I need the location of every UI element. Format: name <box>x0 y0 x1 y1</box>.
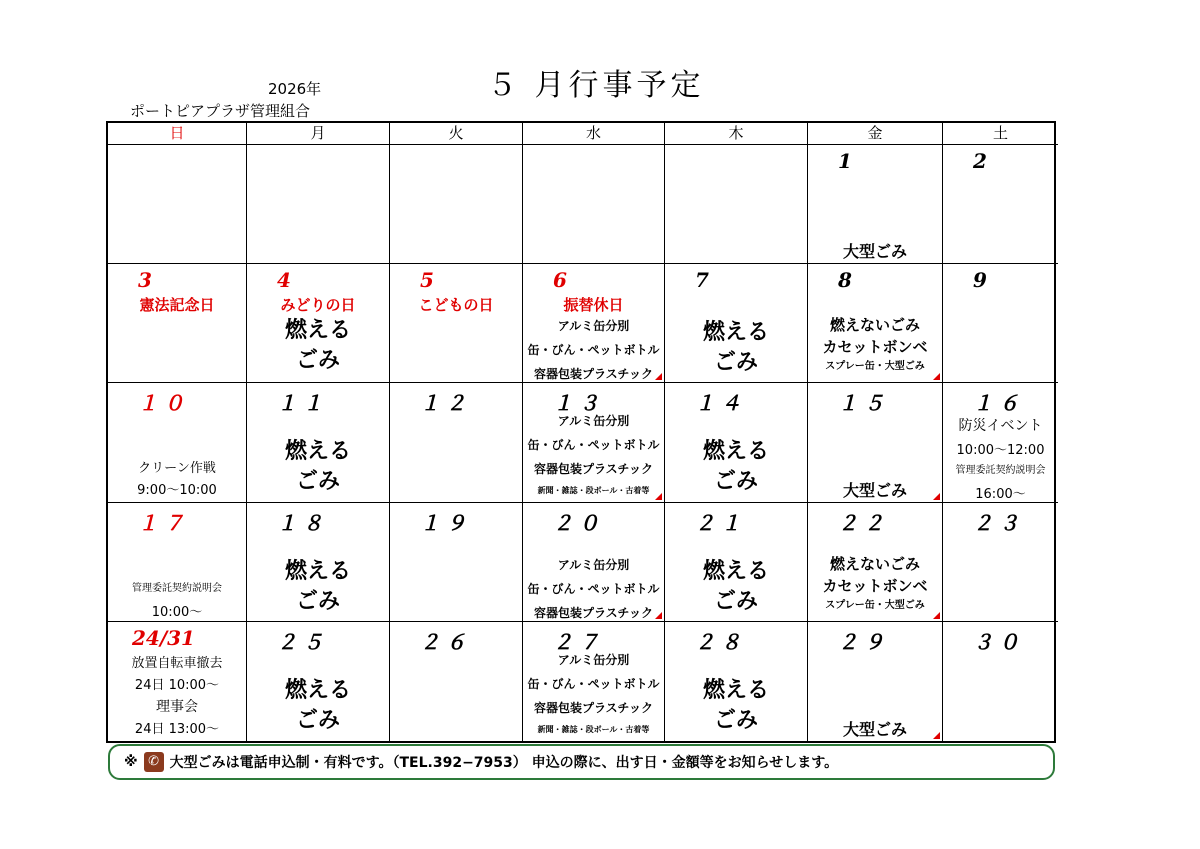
recycle-line2: 缶・びん・ペットボトル <box>527 438 660 452</box>
nonburn-line2: カセットボンベ <box>822 338 928 356</box>
day-cell-24-31 <box>108 622 247 741</box>
burnable-line1: 燃える <box>284 559 351 584</box>
disaster-time: 10:00～12:00 <box>956 443 1045 458</box>
recycle-info <box>523 648 664 740</box>
nonburn-line2: カセットボンベ <box>822 577 928 595</box>
footer-notice <box>108 744 1055 780</box>
disaster-event: 防災イベント <box>958 418 1043 434</box>
red-corner-mark <box>655 493 662 500</box>
day-cell-17 <box>108 503 247 622</box>
day-number: ２２ <box>838 511 890 535</box>
recycle-line4: 新聞・雑誌・段ボール・古着等 <box>537 486 650 495</box>
recycle-line3: 容器包装プラスチック <box>533 606 654 620</box>
day-number: １４ <box>695 391 747 415</box>
board-time: 24日 13:00～ <box>134 722 220 737</box>
day-cell-1 <box>808 145 943 264</box>
burnable-line1: 燃える <box>702 559 769 584</box>
day-cell-9 <box>943 264 1058 383</box>
phone-icon: ✆ <box>144 752 164 772</box>
year-label: 2026年 <box>268 80 322 98</box>
nonburnable-info <box>808 553 942 615</box>
burnable-line1: 燃える <box>284 439 351 464</box>
weekday-wed: 水 <box>523 123 665 145</box>
day-number: 5 <box>420 268 440 292</box>
nonburnable-info <box>808 314 942 376</box>
day-cell-23 <box>943 503 1058 622</box>
empty-cell <box>523 145 665 264</box>
day-number: １９ <box>420 511 472 535</box>
red-corner-mark <box>655 373 662 380</box>
day-number: 7 <box>695 268 715 292</box>
recycle-line1: アルミ缶分別 <box>557 558 630 572</box>
recycle-line3: 容器包装プラスチック <box>533 367 654 381</box>
burnable-garbage <box>665 676 807 736</box>
burnable-garbage <box>247 557 389 617</box>
briefing-event: 管理委託契約説明会 <box>132 583 222 594</box>
burnable-garbage <box>247 676 389 736</box>
calendar-grid <box>106 121 1056 743</box>
day-cell-28 <box>665 622 808 741</box>
day-number: １８ <box>277 511 329 535</box>
burnable-line2: ごみ <box>295 708 340 733</box>
burnable-line1: 燃える <box>702 678 769 703</box>
day-number: ２６ <box>420 630 472 654</box>
empty-cell <box>108 145 247 264</box>
red-corner-mark <box>933 732 940 739</box>
burnable-line1: 燃える <box>284 678 351 703</box>
day-number: ２９ <box>838 630 890 654</box>
cleanup-time: 9:00～10:00 <box>137 483 217 498</box>
weekday-sat: 土 <box>943 123 1058 145</box>
day-cell-27 <box>523 622 665 741</box>
red-corner-mark <box>933 612 940 619</box>
recycle-info <box>523 409 664 501</box>
briefing-event: 管理委託契約説明会 <box>955 465 1046 476</box>
empty-cell <box>665 145 808 264</box>
day-cell-29 <box>808 622 943 741</box>
burnable-garbage <box>247 316 389 376</box>
day-cell-12 <box>390 383 523 503</box>
page-title: ５ 月行事予定 <box>487 68 705 103</box>
burnable-line1: 燃える <box>702 320 769 345</box>
red-corner-mark <box>933 493 940 500</box>
day-number: １３ <box>553 391 605 415</box>
footer-message: 大型ごみは電話申込制・有料です。（TEL.392−7953） 申込の際に、出す日・金額等をお知らせします。 <box>169 755 839 771</box>
burnable-line1: 燃える <box>702 439 769 464</box>
burnable-line2: ごみ <box>295 469 340 494</box>
large-garbage: 大型ごみ <box>842 481 907 500</box>
day-cell-10 <box>108 383 247 503</box>
burnable-garbage <box>665 557 807 617</box>
day-number: １６ <box>973 391 1025 415</box>
day-cell-21 <box>665 503 808 622</box>
nonburn-line3: スプレー缶・大型ごみ <box>825 600 925 611</box>
weekday-sun: 日 <box>108 123 247 145</box>
day-number: １０ <box>138 391 190 415</box>
red-corner-mark <box>933 373 940 380</box>
day-number: １５ <box>838 391 890 415</box>
day-cell-6 <box>523 264 665 383</box>
cleanup-event: クリーン作戦 <box>138 461 216 476</box>
bicycle-time: 24日 10:00～ <box>134 678 220 693</box>
day-number: 1 <box>838 149 858 173</box>
nonburn-line3: スプレー缶・大型ごみ <box>825 361 925 372</box>
day-number: ３０ <box>973 630 1025 654</box>
burnable-garbage <box>665 318 807 378</box>
day-cell-11 <box>247 383 390 503</box>
day-cell-30 <box>943 622 1058 741</box>
recycle-line3: 容器包装プラスチック <box>533 701 654 715</box>
burnable-line2: ごみ <box>295 348 340 373</box>
day-cell-15 <box>808 383 943 503</box>
day-cell-26 <box>390 622 523 741</box>
day-number: ２３ <box>973 511 1025 535</box>
large-garbage: 大型ごみ <box>842 720 907 739</box>
burnable-line2: ごみ <box>713 350 758 375</box>
day-cell-16 <box>943 383 1058 503</box>
nonburn-line1: 燃えないごみ <box>829 316 920 334</box>
day-number: ２１ <box>695 511 747 535</box>
recycle-line2: 缶・びん・ペットボトル <box>527 582 660 596</box>
holiday-label: 憲法記念日 <box>139 296 215 314</box>
recycle-line2: 缶・びん・ペットボトル <box>527 677 660 691</box>
day-number: 6 <box>553 268 573 292</box>
day-cell-4 <box>247 264 390 383</box>
weekday-fri: 金 <box>808 123 943 145</box>
day-number: ２８ <box>695 630 747 654</box>
day-number: 24/31 <box>132 626 195 650</box>
day-number: 9 <box>973 268 993 292</box>
red-corner-mark <box>655 612 662 619</box>
day-cell-19 <box>390 503 523 622</box>
recycle-line1: アルミ缶分別 <box>557 653 630 667</box>
day-cell-2 <box>943 145 1058 264</box>
day-cell-20 <box>523 503 665 622</box>
burnable-line1: 燃える <box>284 318 351 343</box>
briefing-time: 10:00～ <box>151 605 203 620</box>
day-cell-8 <box>808 264 943 383</box>
recycle-line1: アルミ缶分別 <box>557 414 630 428</box>
recycle-line1: アルミ缶分別 <box>557 319 630 333</box>
day-number: １２ <box>420 391 472 415</box>
day-number: 8 <box>838 268 858 292</box>
bicycle-event: 放置自転車撤去 <box>131 656 223 671</box>
nonburn-line1: 燃えないごみ <box>829 555 920 573</box>
holiday-label: みどりの日 <box>280 296 356 314</box>
weekday-tue: 火 <box>390 123 523 145</box>
day-cell-7 <box>665 264 808 383</box>
burnable-garbage <box>247 437 389 497</box>
day-number: １１ <box>277 391 329 415</box>
day-number: 3 <box>138 268 158 292</box>
recycle-line2: 缶・びん・ペットボトル <box>527 343 660 357</box>
burnable-line2: ごみ <box>295 589 340 614</box>
day-number: 2 <box>973 149 993 173</box>
organization-name: ポートピアプラザ管理組合 <box>130 102 311 120</box>
day-cell-18 <box>247 503 390 622</box>
weekday-thu: 木 <box>665 123 808 145</box>
burnable-line2: ごみ <box>713 589 758 614</box>
footer-note-mark: ※ <box>124 754 138 770</box>
recycle-info <box>523 314 664 383</box>
holiday-label: 振替休日 <box>563 296 624 314</box>
recycle-info <box>523 553 664 622</box>
day-number: ２７ <box>553 630 605 654</box>
day-number: 4 <box>277 268 297 292</box>
burnable-line2: ごみ <box>713 708 758 733</box>
day-cell-22 <box>808 503 943 622</box>
day-number: ２０ <box>553 511 605 535</box>
day-cell-14 <box>665 383 808 503</box>
day-cell-13 <box>523 383 665 503</box>
burnable-garbage <box>665 437 807 497</box>
burnable-line2: ごみ <box>713 469 758 494</box>
recycle-line3: 容器包装プラスチック <box>533 462 654 476</box>
large-garbage: 大型ごみ <box>842 242 907 261</box>
recycle-line4: 新聞・雑誌・段ボール・古着等 <box>537 725 650 734</box>
day-cell-25 <box>247 622 390 741</box>
holiday-label: こどもの日 <box>418 296 494 314</box>
day-number: １７ <box>138 511 190 535</box>
day-number: ２５ <box>277 630 329 654</box>
day-cell-5 <box>390 264 523 383</box>
briefing-time: 16:00～ <box>975 487 1026 502</box>
day-cell-3 <box>108 264 247 383</box>
empty-cell <box>247 145 390 264</box>
empty-cell <box>390 145 523 264</box>
weekday-mon: 月 <box>247 123 390 145</box>
board-event: 理事会 <box>156 699 198 715</box>
